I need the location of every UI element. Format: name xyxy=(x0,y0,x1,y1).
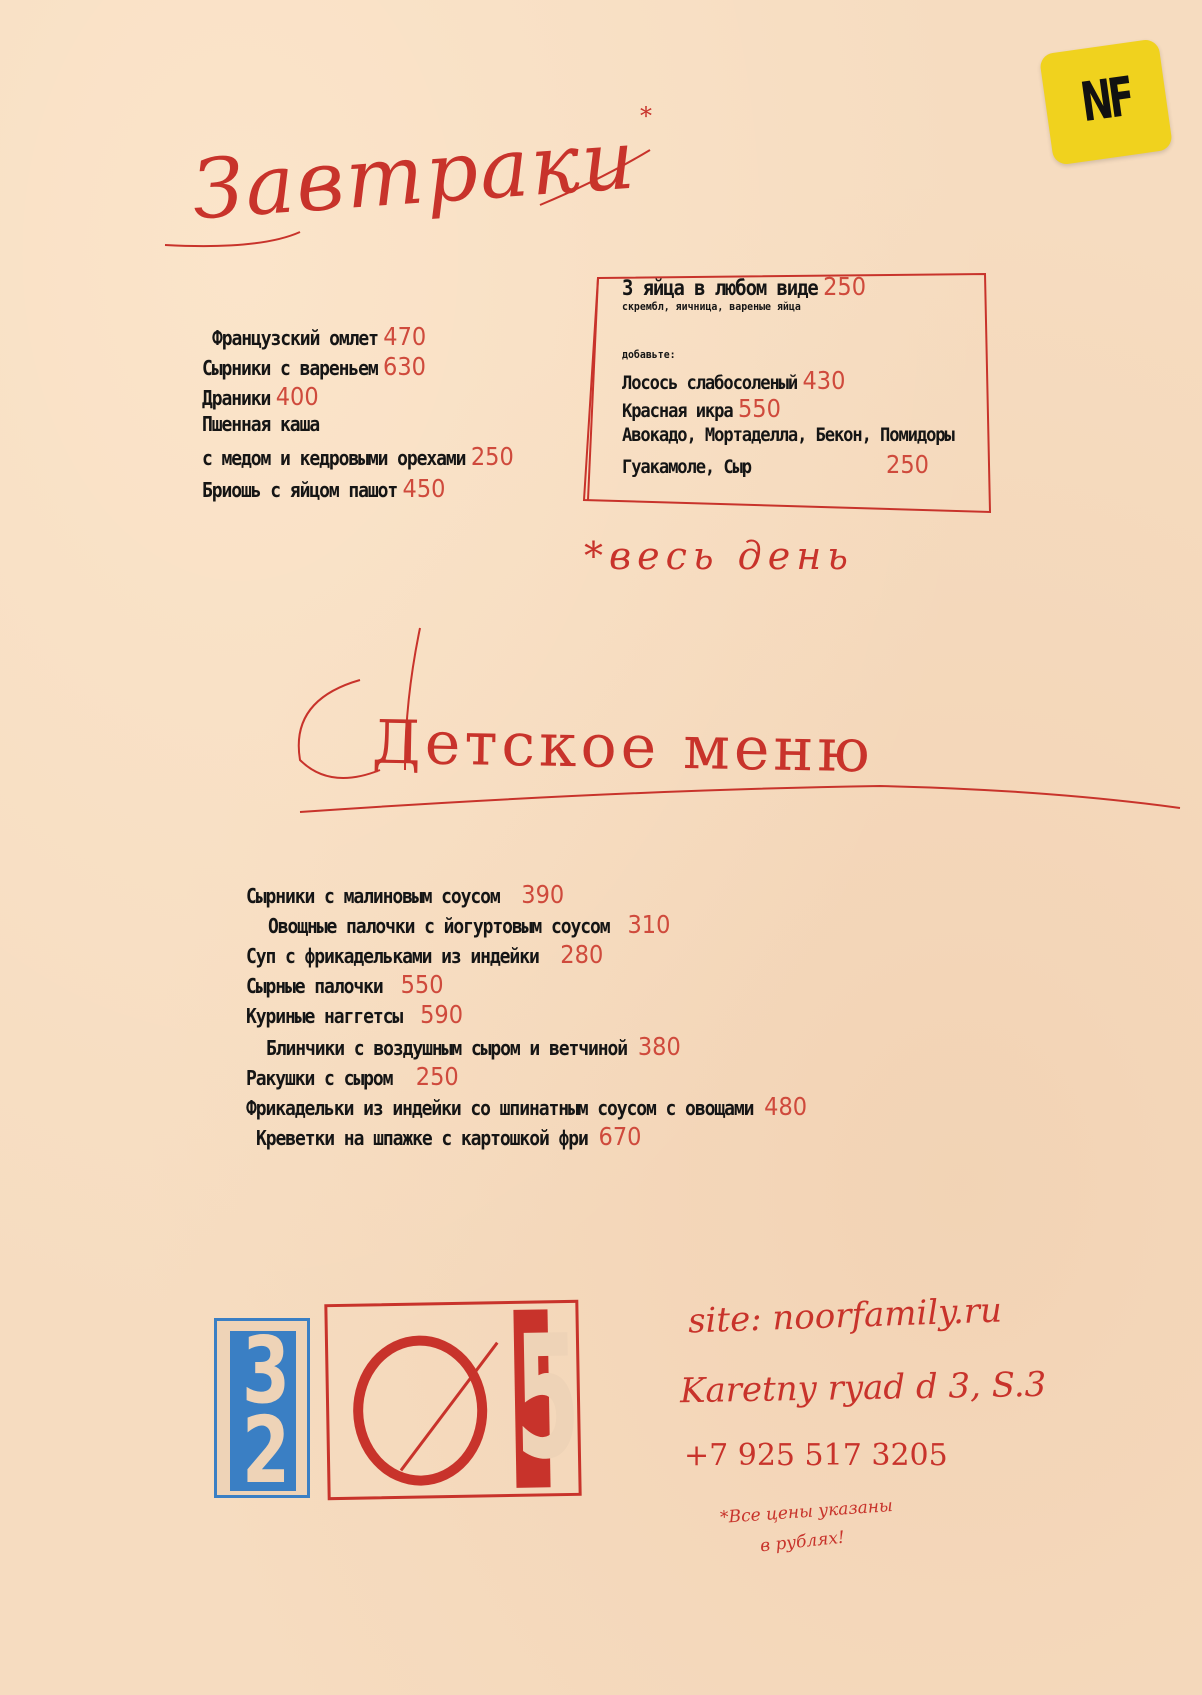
item-price: 400 xyxy=(275,382,319,411)
item-name: Креветки на шпажке с картошкой фри xyxy=(256,1126,588,1150)
all-day-note: *весь день xyxy=(584,534,854,578)
kids-heading: Детское меню xyxy=(371,707,875,787)
item-name: Сырники с малиновым соусом xyxy=(246,884,500,908)
kids-item xyxy=(246,1000,463,1029)
item-price: 550 xyxy=(400,970,444,999)
item-price: 250 xyxy=(470,442,514,471)
stamp-five: 5 xyxy=(513,1298,582,1498)
kids-item xyxy=(246,880,564,909)
item-price: 630 xyxy=(383,352,426,381)
kids-item xyxy=(246,1092,807,1121)
stamp-32 xyxy=(214,1318,310,1498)
breakfast-item xyxy=(202,412,319,436)
item-name: Фрикадельки из индейки со шпинатным соусом с овощами xyxy=(246,1096,754,1120)
eggs-addon xyxy=(622,366,845,395)
addon-name: Красная икра xyxy=(622,400,733,422)
prices-note-line1: *Все цены указаны xyxy=(719,1495,894,1529)
item-price: 590 xyxy=(420,1000,464,1029)
eggs-add-label: добавьте: xyxy=(622,348,676,361)
phone[interactable]: +7 925 517 3205 xyxy=(684,1438,948,1473)
item-name: Французский омлет xyxy=(212,326,378,350)
breakfast-item xyxy=(202,352,426,381)
kids-item xyxy=(246,940,603,969)
eggs-title xyxy=(622,272,866,301)
item-price: 310 xyxy=(627,910,671,939)
kids-item xyxy=(256,1122,641,1151)
breakfast-item xyxy=(212,322,426,351)
item-price: 480 xyxy=(764,1092,808,1121)
kids-item xyxy=(246,970,444,999)
breakfast-item xyxy=(202,442,514,471)
eggs-subtitle: скрембл, яичница, вареные яйца xyxy=(622,300,801,313)
kids-item xyxy=(268,910,670,939)
item-name: Суп с фрикадельками из индейки xyxy=(246,944,539,968)
item-price: 380 xyxy=(637,1032,681,1061)
nf-logo xyxy=(1039,38,1173,166)
item-name: Куриные наггетсы xyxy=(246,1004,403,1028)
item-price: 450 xyxy=(402,474,446,503)
breakfast-item xyxy=(202,474,445,503)
kids-item xyxy=(246,1062,459,1091)
item-name: Пшенная каша xyxy=(202,412,320,436)
eggs-addon xyxy=(622,394,781,423)
addon-price: 430 xyxy=(802,366,846,395)
prices-note-line2: в рублях! xyxy=(759,1527,846,1557)
breakfast-star: * xyxy=(640,102,652,130)
item-name: Овощные палочки с йогуртовым соусом xyxy=(268,914,610,938)
kids-item xyxy=(266,1032,681,1061)
addon-price: 250 xyxy=(886,450,929,479)
stamp-zero-circle xyxy=(352,1334,489,1486)
item-price: 670 xyxy=(598,1122,642,1151)
item-price: 250 xyxy=(415,1062,459,1091)
site-link[interactable]: site: noorfamily.ru xyxy=(687,1290,1003,1342)
address: Karetny ryad d 3, S.3 xyxy=(679,1364,1047,1412)
item-name: Бриошь с яйцом пашот xyxy=(202,478,398,502)
stamp-05 xyxy=(324,1300,581,1500)
eggs-title-text: 3 яйца в любом виде xyxy=(622,276,818,300)
addon-name: Авокадо, Мортаделла, Бекон, Помидоры xyxy=(622,424,954,446)
item-name: Драники xyxy=(202,386,271,410)
item-price: 470 xyxy=(383,322,427,351)
eggs-title-price: 250 xyxy=(823,272,867,301)
stamp-32-text: 32 xyxy=(230,1331,296,1491)
item-name: Сырные палочки xyxy=(246,974,383,998)
breakfast-heading: Завтраки xyxy=(189,112,640,239)
item-name: Сырники с вареньем xyxy=(202,356,378,380)
breakfast-item xyxy=(202,382,319,411)
item-name: Блинчики с воздушным сыром и ветчиной xyxy=(266,1036,628,1060)
logo-text: NF xyxy=(1076,64,1135,135)
addon-name: Гуакамоле, Сыр xyxy=(622,456,752,478)
eggs-addon xyxy=(622,450,929,479)
eggs-addon xyxy=(622,424,954,446)
addon-price: 550 xyxy=(737,394,781,423)
addon-name: Лосось слабосоленый xyxy=(622,372,798,394)
item-name: Ракушки с сыром xyxy=(246,1066,393,1090)
item-name: с медом и кедровыми орехами xyxy=(202,446,466,470)
item-price: 390 xyxy=(521,880,565,909)
item-price: 280 xyxy=(560,940,604,969)
